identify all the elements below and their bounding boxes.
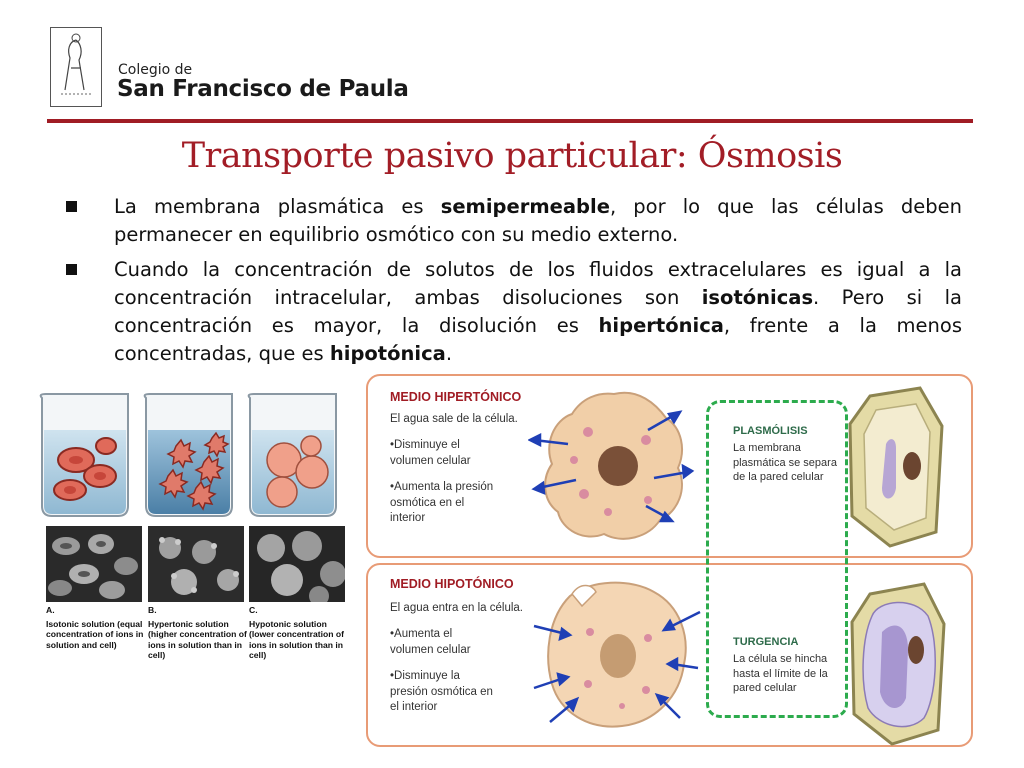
bullet-text <box>114 195 962 246</box>
caption-letter: B. <box>148 605 157 615</box>
hipertonico-item: •Disminuye el volumen celular <box>390 439 471 467</box>
school-name: San Francisco de Paula <box>117 76 409 102</box>
bullet-square-icon <box>66 264 77 275</box>
turgid-plant-cell-illustration <box>848 580 948 746</box>
beaker-hypotonic <box>249 394 336 516</box>
bullet-text <box>114 258 962 365</box>
logo-emblem-icon <box>51 28 101 106</box>
text-run: . Pero si la concentración es mayor, la disolución es <box>114 286 962 337</box>
hipertonico-heading: MEDIO HIPERTÓNICO <box>390 390 522 404</box>
hipotonico-heading: MEDIO HIPOTÓNICO <box>390 577 514 591</box>
caption-text: Hypertonic solution (higher concentration of ions in solution than in cell) <box>148 618 247 660</box>
hipotonico-line1: El agua entra en la célula. <box>390 602 523 614</box>
turgencia-heading: TURGENCIA <box>733 636 799 648</box>
hipotonico-item: •Aumenta el volumen celular <box>390 628 471 656</box>
micrograph-hypotonic <box>249 526 345 602</box>
bullet-list <box>62 193 962 375</box>
plasmolisis-heading: PLASMÓLISIS <box>733 425 808 437</box>
hipertonico-item: •Aumenta la presión osmótica en el interior <box>390 481 494 524</box>
beaker-hypertonic <box>145 394 232 516</box>
caption-letter: C. <box>249 605 258 615</box>
caption-c <box>249 605 347 661</box>
bold-term: hipotónica <box>329 342 446 365</box>
plasmolisis-text: La membrana plasmática se separa de la pared celular <box>733 442 837 483</box>
school-name-small: Colegio de <box>118 62 193 78</box>
bullet-square-icon <box>66 201 77 212</box>
school-logo <box>50 27 102 107</box>
hipotonico-item: •Disminuye la presión osmótica en el interior <box>390 670 493 713</box>
beaker-isotonic <box>41 394 128 516</box>
text-run: , frente a la menos concentradas, que es <box>114 314 962 365</box>
caption-letter: A. <box>46 605 55 615</box>
caption-text: Isotonic solution (equal concentration of ions in solution and cell) <box>46 618 144 650</box>
text-run: Cuando la concentración de solutos de los fluidos extracelulares es igual a la concentración intracelular, ambas disoluciones son <box>114 258 962 309</box>
header-rule <box>47 119 973 123</box>
swollen-cell-illustration <box>530 572 702 738</box>
text-run: , por lo que las células deben permanecer en equilibrio osmótico con su medio externo. <box>114 195 962 246</box>
caption-b <box>148 605 248 661</box>
slide-title: Transporte pasivo particular: Ósmosis <box>181 136 843 176</box>
beakers-illustration <box>36 388 348 520</box>
bold-term: hipertónica <box>598 314 724 337</box>
bullet-item <box>62 193 962 249</box>
plasmolyzed-plant-cell-illustration <box>846 384 946 550</box>
turgencia-text: La célula se hincha hasta el límite de la pared celular <box>733 653 828 694</box>
bullet-item <box>62 256 962 368</box>
micrograph-isotonic <box>46 526 142 602</box>
shrunken-cell-illustration <box>528 384 700 550</box>
bold-term: isotónicas <box>701 286 814 309</box>
bold-term: semipermeable <box>440 195 610 218</box>
text-run: La membrana plasmática es <box>114 195 441 218</box>
hipertonico-line1: El agua sale de la célula. <box>390 413 518 425</box>
caption-a <box>46 605 144 650</box>
text-run: . <box>445 342 453 365</box>
caption-text: Hypotonic solution (lower concentration of ions in solution than in cell) <box>249 618 345 660</box>
micrograph-hypertonic <box>148 526 244 602</box>
